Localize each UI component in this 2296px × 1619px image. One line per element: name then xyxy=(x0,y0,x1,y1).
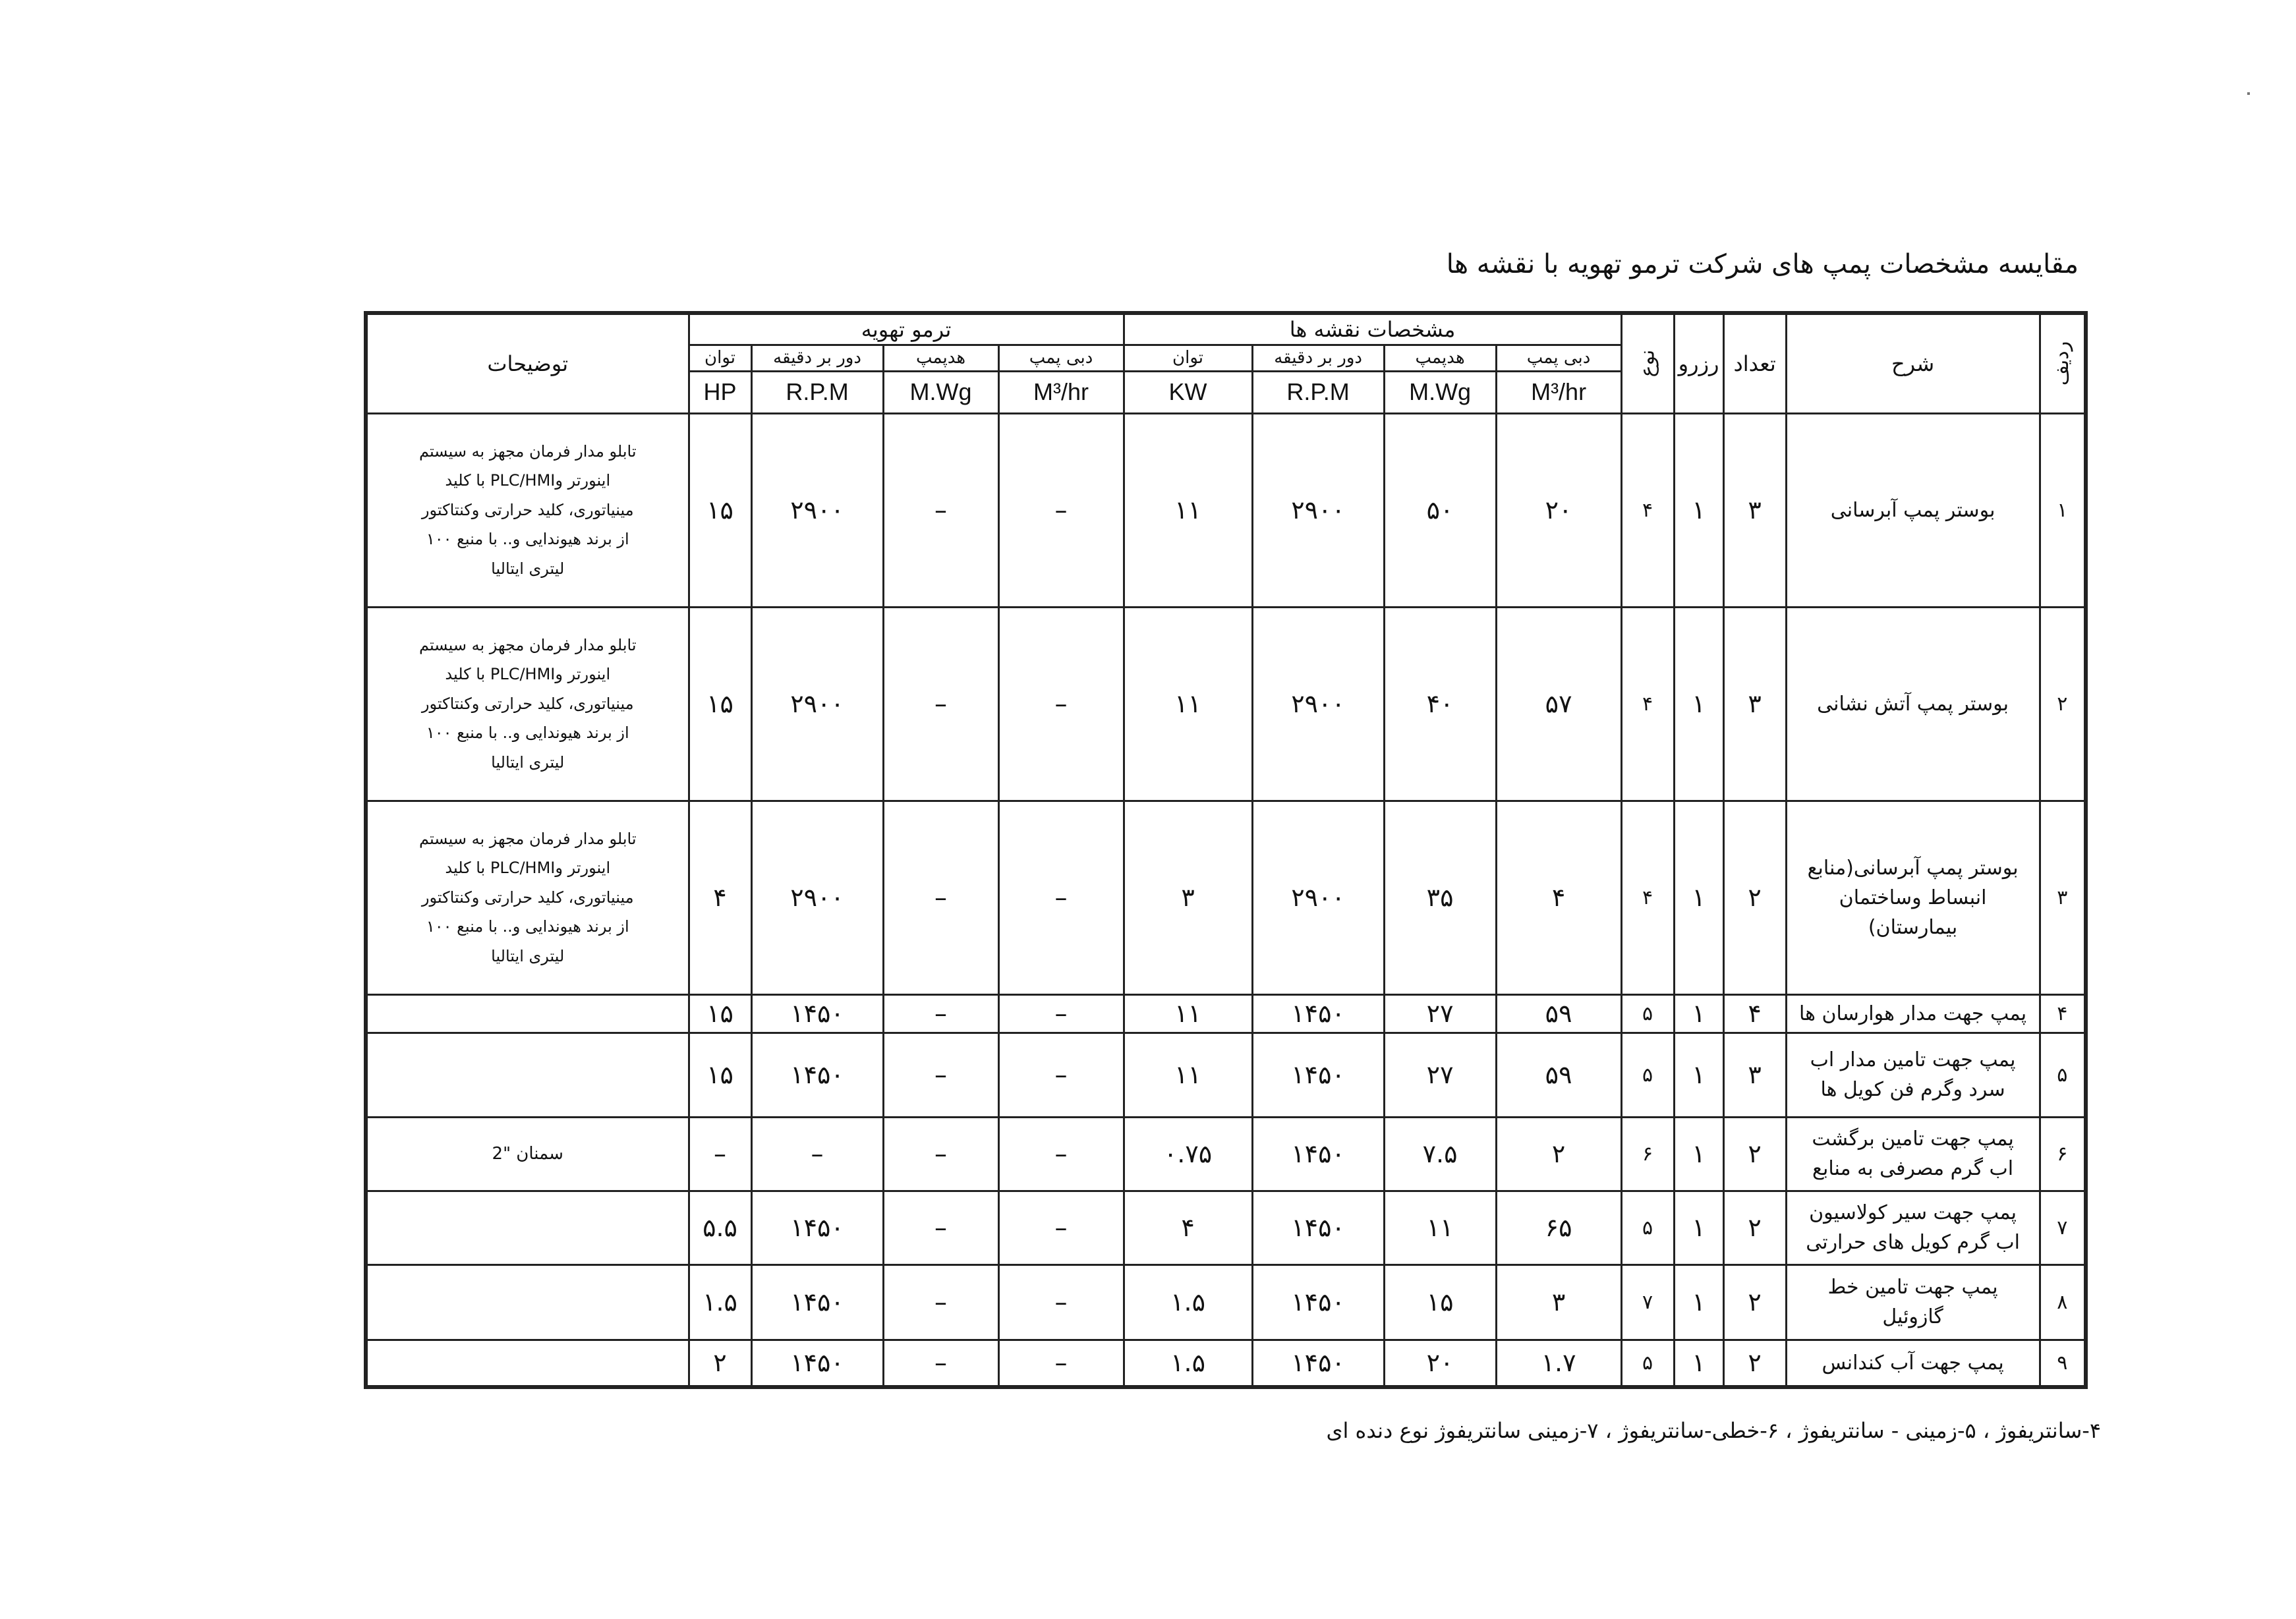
cell-t-flow: – xyxy=(998,1191,1124,1264)
cell-t-head: – xyxy=(883,413,998,607)
cell-d-rpm: ۱۴۵۰ xyxy=(1252,1191,1384,1264)
cell-d-head: ۵۰ xyxy=(1384,413,1496,607)
cell-t-rpm: ۱۴۵۰ xyxy=(751,1264,883,1340)
cell-d-kw: ۱۱ xyxy=(1124,1033,1252,1117)
unit-t-flow: M³/hr xyxy=(998,371,1124,413)
description-line: انبساط وساختمان xyxy=(1839,886,1987,909)
description-line: اب گرم مصرفی به منابع xyxy=(1812,1157,2014,1180)
pump-comparison-table xyxy=(364,311,2088,1389)
cell-reserve: ۱ xyxy=(1674,413,1723,607)
cell-d-rpm: ۲۹۰۰ xyxy=(1252,801,1384,994)
cell-d-kw: ۱۱ xyxy=(1124,413,1252,607)
cell-description xyxy=(1786,1264,2040,1340)
cell-t-flow: – xyxy=(998,607,1124,801)
cell-description: بوستر پمپ آبرسانی xyxy=(1786,413,2040,607)
cell-t-head: – xyxy=(883,1117,998,1191)
cell-d-rpm: ۱۴۵۰ xyxy=(1252,1340,1384,1387)
table-row xyxy=(366,994,2086,1033)
cell-notes xyxy=(366,1340,689,1387)
cell-reserve: ۱ xyxy=(1674,1033,1723,1117)
cell-count: ۳ xyxy=(1723,413,1786,607)
cell-t-flow: – xyxy=(998,994,1124,1033)
cell-t-flow: – xyxy=(998,1340,1124,1387)
cell-type: ۶ xyxy=(1621,1117,1674,1191)
cell-type: ۴ xyxy=(1621,413,1674,607)
cell-type: ۵ xyxy=(1621,1033,1674,1117)
header-notes: توضیحات xyxy=(366,313,689,413)
notes-line: لیتری ایتالیا xyxy=(491,559,565,578)
header-type: نوع xyxy=(1621,313,1674,413)
notes-line: از برند هیوندایی و.. با منبع ۱۰۰ xyxy=(426,724,629,743)
cell-notes xyxy=(366,994,689,1033)
cell-count: ۲ xyxy=(1723,1340,1786,1387)
cell-d-kw: ۱.۵ xyxy=(1124,1264,1252,1340)
cell-count: ۲ xyxy=(1723,1264,1786,1340)
cell-t-hp: ۱۵ xyxy=(689,413,751,607)
cell-t-rpm: ۱۴۵۰ xyxy=(751,1191,883,1264)
cell-d-head: ۲۷ xyxy=(1384,1033,1496,1117)
table-row xyxy=(366,801,2086,994)
cell-row-no: ۷ xyxy=(2040,1191,2086,1264)
cell-d-rpm: ۱۴۵۰ xyxy=(1252,1117,1384,1191)
description-line: پمپ جهت سیر کولاسیون xyxy=(1809,1201,2017,1224)
notes-line: از برند هیوندایی و.. با منبع ۱۰۰ xyxy=(426,917,629,936)
cell-count: ۳ xyxy=(1723,1033,1786,1117)
notes-line: تابلو مدار فرمان مجهز به سیستم xyxy=(418,636,637,655)
cell-t-rpm: ۲۹۰۰ xyxy=(751,801,883,994)
cell-type: ۴ xyxy=(1621,801,1674,994)
cell-count: ۳ xyxy=(1723,607,1786,801)
description-line: گازوئیل xyxy=(1882,1305,1943,1328)
cell-d-rpm: ۱۴۵۰ xyxy=(1252,1264,1384,1340)
scan-mark xyxy=(2247,92,2250,95)
description-line: پمپ جهت تامین برگشت xyxy=(1812,1127,2014,1150)
unit-d-kw: KW xyxy=(1124,371,1252,413)
cell-description xyxy=(1786,1033,2040,1117)
table-row xyxy=(366,1117,2086,1191)
header-t-head: هدپمپ xyxy=(883,345,998,371)
page-title: مقایسه مشخصات پمپ های شرکت ترمو تهویه با نقشه ها xyxy=(1446,249,2079,279)
cell-d-flow: ۵۷ xyxy=(1496,607,1621,801)
cell-row-no: ۲ xyxy=(2040,607,2086,801)
unit-d-flow: M³/hr xyxy=(1496,371,1621,413)
cell-d-head: ۱۵ xyxy=(1384,1264,1496,1340)
cell-t-hp: ۱.۵ xyxy=(689,1264,751,1340)
unit-t-head: M.Wg xyxy=(883,371,998,413)
notes-line: از برند هیوندایی و.. با منبع ۱۰۰ xyxy=(426,530,629,549)
notes-line: اینورتر وPLC/HMI با کلید xyxy=(445,665,611,684)
cell-d-head: ۲۷ xyxy=(1384,994,1496,1033)
cell-t-hp: – xyxy=(689,1117,751,1191)
cell-t-head: – xyxy=(883,1264,998,1340)
cell-count: ۴ xyxy=(1723,994,1786,1033)
unit-t-rpm: R.P.M xyxy=(751,371,883,413)
description-line: اب گرم کویل های حرارتی xyxy=(1806,1231,2020,1254)
cell-d-flow: ۳ xyxy=(1496,1264,1621,1340)
cell-d-head: ۴۰ xyxy=(1384,607,1496,801)
cell-reserve: ۱ xyxy=(1674,1264,1723,1340)
table-row xyxy=(366,413,2086,607)
cell-row-no: ۸ xyxy=(2040,1264,2086,1340)
cell-t-flow: – xyxy=(998,1033,1124,1117)
header-d-head: هدپمپ xyxy=(1384,345,1496,371)
cell-d-kw: ۱۱ xyxy=(1124,994,1252,1033)
cell-d-head: ۲۰ xyxy=(1384,1340,1496,1387)
cell-row-no: ۴ xyxy=(2040,994,2086,1033)
cell-d-kw: ۳ xyxy=(1124,801,1252,994)
cell-t-hp: ۱۵ xyxy=(689,1033,751,1117)
cell-t-hp: ۱۵ xyxy=(689,994,751,1033)
header-t-power: توان xyxy=(689,345,751,371)
cell-row-no: ۱ xyxy=(2040,413,2086,607)
header-t-rpm: دور بر دقیقه xyxy=(751,345,883,371)
cell-t-hp: ۲ xyxy=(689,1340,751,1387)
cell-notes xyxy=(366,1264,689,1340)
cell-d-flow: ۵۹ xyxy=(1496,1033,1621,1117)
notes-line: مینیاتوری، کلید حرارتی وکنتاکتور xyxy=(421,888,634,907)
header-row-no: ردیف xyxy=(2040,313,2086,413)
unit-d-head: M.Wg xyxy=(1384,371,1496,413)
notes-line: اینورتر وPLC/HMI با کلید xyxy=(445,471,611,490)
cell-row-no: ۹ xyxy=(2040,1340,2086,1387)
cell-d-head: ۱۱ xyxy=(1384,1191,1496,1264)
description-line: پمپ جهت تامین مدار اب xyxy=(1810,1048,2016,1071)
cell-d-rpm: ۱۴۵۰ xyxy=(1252,994,1384,1033)
cell-t-flow: – xyxy=(998,1117,1124,1191)
description-line: بوستر پمپ آبرسانی(منابع xyxy=(1807,856,2019,880)
cell-d-rpm: ۲۹۰۰ xyxy=(1252,413,1384,607)
cell-d-flow: ۴ xyxy=(1496,801,1621,994)
cell-reserve: ۱ xyxy=(1674,994,1723,1033)
cell-notes xyxy=(366,607,689,801)
notes-line: مینیاتوری، کلید حرارتی وکنتاکتور xyxy=(421,694,634,713)
header-d-power: توان xyxy=(1124,345,1252,371)
cell-reserve: ۱ xyxy=(1674,607,1723,801)
cell-notes xyxy=(366,1033,689,1117)
notes-line: اینورتر وPLC/HMI با کلید xyxy=(445,859,611,878)
cell-t-rpm: – xyxy=(751,1117,883,1191)
cell-reserve: ۱ xyxy=(1674,1340,1723,1387)
description-line: پمپ جهت تامین خط xyxy=(1827,1276,1998,1299)
cell-type: ۵ xyxy=(1621,1340,1674,1387)
cell-row-no: ۳ xyxy=(2040,801,2086,994)
cell-t-flow: – xyxy=(998,413,1124,607)
cell-t-head: – xyxy=(883,801,998,994)
header-reserve: رزرو xyxy=(1674,313,1723,413)
header-description: شرح xyxy=(1786,313,2040,413)
cell-t-hp: ۴ xyxy=(689,801,751,994)
cell-t-rpm: ۱۴۵۰ xyxy=(751,1033,883,1117)
cell-type: ۵ xyxy=(1621,994,1674,1033)
header-count: تعداد xyxy=(1723,313,1786,413)
cell-reserve: ۱ xyxy=(1674,1191,1723,1264)
header-t-flow: دبی پمپ xyxy=(998,345,1124,371)
cell-d-flow: ۱.۷ xyxy=(1496,1340,1621,1387)
cell-type: ۷ xyxy=(1621,1264,1674,1340)
cell-t-rpm: ۱۴۵۰ xyxy=(751,994,883,1033)
cell-notes xyxy=(366,413,689,607)
cell-t-flow: – xyxy=(998,1264,1124,1340)
cell-notes xyxy=(366,1191,689,1264)
footer-legend: ۴-سانتریفوژ ، ۵-زمینی - سانتریفوژ ، ۶-خطی-سانتریفوژ ، ۷-زمینی سانتریفوژ نوع دنده ای xyxy=(1326,1418,2101,1443)
cell-description xyxy=(1786,1191,2040,1264)
description-line: بیمارستان) xyxy=(1868,915,1958,939)
table-row xyxy=(366,1264,2086,1340)
cell-t-flow: – xyxy=(998,801,1124,994)
unit-d-rpm: R.P.M xyxy=(1252,371,1384,413)
cell-t-head: – xyxy=(883,1033,998,1117)
cell-description: پمپ جهت آب کندانس xyxy=(1786,1340,2040,1387)
cell-description: پمپ جهت مدار هوارسان ها xyxy=(1786,994,2040,1033)
cell-d-flow: ۶۵ xyxy=(1496,1191,1621,1264)
cell-reserve: ۱ xyxy=(1674,801,1723,994)
cell-t-rpm: ۱۴۵۰ xyxy=(751,1340,883,1387)
cell-count: ۲ xyxy=(1723,801,1786,994)
cell-t-head: – xyxy=(883,1191,998,1264)
cell-d-flow: ۲ xyxy=(1496,1117,1621,1191)
cell-d-head: ۷.۵ xyxy=(1384,1117,1496,1191)
cell-d-kw: ۱.۵ xyxy=(1124,1340,1252,1387)
header-drawings-group: مشخصات نقشه ها xyxy=(1124,313,1621,345)
cell-d-flow: ۵۹ xyxy=(1496,994,1621,1033)
description-line: سرد وگرم فن کویل ها xyxy=(1820,1078,2005,1101)
cell-t-head: – xyxy=(883,1340,998,1387)
notes-line: لیتری ایتالیا xyxy=(491,946,565,965)
notes-line: مینیاتوری، کلید حرارتی وکنتاکتور xyxy=(421,500,634,519)
table-row xyxy=(366,1191,2086,1264)
unit-t-hp: HP xyxy=(689,371,751,413)
table-row xyxy=(366,607,2086,801)
cell-row-no: ۵ xyxy=(2040,1033,2086,1117)
cell-d-flow: ۲۰ xyxy=(1496,413,1621,607)
table-row xyxy=(366,1340,2086,1387)
cell-reserve: ۱ xyxy=(1674,1117,1723,1191)
cell-t-head: – xyxy=(883,994,998,1033)
cell-row-no: ۶ xyxy=(2040,1117,2086,1191)
cell-t-head: – xyxy=(883,607,998,801)
cell-count: ۲ xyxy=(1723,1191,1786,1264)
cell-notes xyxy=(366,801,689,994)
cell-d-rpm: ۱۴۵۰ xyxy=(1252,1033,1384,1117)
header-d-rpm: دور بر دقیقه xyxy=(1252,345,1384,371)
header-d-flow: دبی پمپ xyxy=(1496,345,1621,371)
cell-count: ۲ xyxy=(1723,1117,1786,1191)
cell-t-rpm: ۲۹۰۰ xyxy=(751,607,883,801)
cell-description xyxy=(1786,1117,2040,1191)
notes-line: لیتری ایتالیا xyxy=(491,753,565,772)
cell-t-hp: ۵.۵ xyxy=(689,1191,751,1264)
cell-d-rpm: ۲۹۰۰ xyxy=(1252,607,1384,801)
cell-notes: سمنان "2 xyxy=(366,1117,689,1191)
cell-d-head: ۳۵ xyxy=(1384,801,1496,994)
cell-type: ۵ xyxy=(1621,1191,1674,1264)
cell-description xyxy=(1786,801,2040,994)
header-thermo-group: ترمو تهویه xyxy=(689,313,1124,345)
notes-line: تابلو مدار فرمان مجهز به سیستم xyxy=(418,442,637,461)
cell-t-rpm: ۲۹۰۰ xyxy=(751,413,883,607)
cell-d-kw: ۱۱ xyxy=(1124,607,1252,801)
cell-d-kw: ۰.۷۵ xyxy=(1124,1117,1252,1191)
table-row xyxy=(366,1033,2086,1117)
cell-d-kw: ۴ xyxy=(1124,1191,1252,1264)
cell-description: بوستر پمپ آتش نشانی xyxy=(1786,607,2040,801)
notes-line: تابلو مدار فرمان مجهز به سیستم xyxy=(418,830,637,849)
cell-type: ۴ xyxy=(1621,607,1674,801)
cell-t-hp: ۱۵ xyxy=(689,607,751,801)
